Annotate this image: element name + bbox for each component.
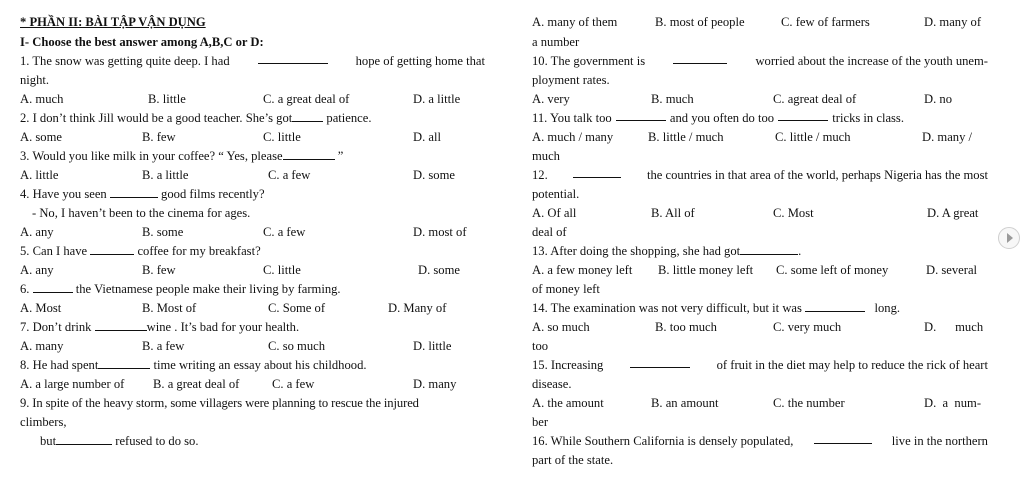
- option-a[interactable]: A. many: [20, 339, 64, 353]
- option-b[interactable]: B. Most of: [142, 301, 197, 315]
- question-9-end: but refused to do so.: [40, 434, 199, 448]
- option-d[interactable]: D. much: [924, 320, 984, 334]
- option-b[interactable]: B. little: [148, 92, 186, 106]
- answer-blank[interactable]: [95, 319, 147, 331]
- options-9: [532, 13, 988, 32]
- option-d[interactable]: D. some: [413, 168, 455, 182]
- options-12-cont: deal of: [532, 225, 567, 239]
- option-c[interactable]: C. so much: [268, 339, 326, 353]
- answer-blank[interactable]: [56, 433, 112, 445]
- options-8: [20, 375, 485, 394]
- question-9: 9. In spite of the heavy storm, some villagers were planning to rescue the injured: [20, 396, 419, 410]
- options-7: [20, 337, 485, 356]
- option-b[interactable]: B. much: [651, 92, 694, 106]
- option-d[interactable]: D. some: [418, 263, 460, 277]
- question-8: 8. He had spent time writing an essay about his childhood.: [20, 358, 367, 372]
- options-13: [532, 261, 988, 280]
- option-a[interactable]: A. much: [20, 92, 64, 106]
- option-c[interactable]: C. a great deal of: [263, 92, 350, 106]
- question-6: 6. the Vietnamese people make their living by farming.: [20, 282, 341, 296]
- options-14-cont: too: [532, 339, 549, 353]
- option-a[interactable]: A. some: [20, 130, 62, 144]
- option-d[interactable]: D. most of: [413, 225, 467, 239]
- option-a[interactable]: A. many of them: [532, 15, 618, 29]
- next-arrow-icon[interactable]: [998, 227, 1020, 249]
- answer-blank[interactable]: [110, 186, 158, 198]
- option-c[interactable]: C. little / much: [775, 130, 851, 144]
- option-d[interactable]: D. all: [413, 130, 441, 144]
- option-b[interactable]: B. too much: [655, 320, 717, 334]
- option-b[interactable]: B. little money left: [658, 263, 754, 277]
- answer-blank[interactable]: [90, 243, 134, 255]
- question-2: 2. I don’t think Jill would be a good teacher. She’s got patience.: [20, 111, 372, 125]
- question-1-cont: night.: [20, 73, 50, 87]
- option-d[interactable]: D. many of: [924, 15, 982, 29]
- question-15-cont: disease.: [532, 377, 572, 391]
- question-5: 5. Can I have coffee for my breakfast?: [20, 244, 261, 258]
- option-d[interactable]: D. Many of: [388, 301, 447, 315]
- question-15: 15. Increasing of fruit in the diet may help to reduce the rick of heart: [532, 358, 988, 372]
- option-d[interactable]: D. a little: [413, 92, 461, 106]
- option-a[interactable]: A. any: [20, 263, 54, 277]
- option-d[interactable]: D. little: [413, 339, 452, 353]
- option-c[interactable]: C. agreat deal of: [773, 92, 857, 106]
- option-d[interactable]: D. many: [413, 377, 457, 391]
- options-11: [532, 128, 988, 147]
- answer-blank[interactable]: [616, 109, 666, 121]
- option-b[interactable]: B. some: [142, 225, 184, 239]
- answer-blank[interactable]: [814, 432, 872, 444]
- option-c[interactable]: C. little: [263, 263, 301, 277]
- options-14: [532, 318, 988, 337]
- option-b[interactable]: B. All of: [651, 206, 695, 220]
- question-16: 16. While Southern California is densely populated, live in the northern: [532, 434, 988, 448]
- answer-blank[interactable]: [573, 166, 621, 178]
- question-3: 3. Would you like milk in your coffee? “ Yes, please ”: [20, 149, 344, 163]
- option-d[interactable]: D. several: [926, 263, 978, 277]
- question-4: 4. Have you seen good films recently?: [20, 187, 265, 201]
- answer-blank[interactable]: [630, 356, 690, 368]
- options-9-cont: a number: [532, 35, 580, 49]
- option-a[interactable]: A. any: [20, 225, 54, 239]
- option-b[interactable]: B. a great deal of: [153, 377, 240, 391]
- option-c[interactable]: C. little: [263, 130, 301, 144]
- option-b[interactable]: B. a few: [142, 339, 185, 353]
- option-c[interactable]: C. Some of: [268, 301, 326, 315]
- question-7: 7. Don’t drink wine . It’s bad for your health.: [20, 320, 300, 334]
- options-4: [20, 223, 485, 242]
- answer-blank[interactable]: [258, 52, 328, 64]
- option-c[interactable]: C. few of farmers: [781, 15, 870, 29]
- option-d[interactable]: D. a num-: [924, 396, 982, 410]
- question-14: 14. The examination was not very difficult, but it was long.: [532, 301, 901, 315]
- question-1: 1. The snow was getting quite deep. I had hope of getting home that: [20, 54, 485, 68]
- option-a[interactable]: A. little: [20, 168, 59, 182]
- option-c[interactable]: C. the number: [773, 396, 845, 410]
- option-b[interactable]: B. few: [142, 130, 176, 144]
- option-a[interactable]: A. much / many: [532, 130, 614, 144]
- question-10: 10. The government is worried about the increase of the youth unem-: [532, 54, 988, 68]
- question-13: 13. After doing the shopping, she had got .: [532, 244, 802, 258]
- option-a[interactable]: A. Of all: [532, 206, 577, 220]
- question-12-cont: potential.: [532, 187, 580, 201]
- option-a[interactable]: A. Most: [20, 301, 62, 315]
- question-4-reply: - No, I haven’t been to the cinema for ages.: [32, 206, 251, 220]
- options-13-cont: of money left: [532, 282, 600, 296]
- option-d[interactable]: D. many /: [922, 130, 973, 144]
- answer-blank[interactable]: [778, 109, 828, 121]
- question-16-cont: part of the state.: [532, 453, 614, 467]
- options-15: [532, 394, 988, 413]
- answer-blank[interactable]: [98, 357, 150, 369]
- answer-blank[interactable]: [33, 281, 73, 293]
- options-15-cont: ber: [532, 415, 549, 429]
- instruction: I- Choose the best answer among A,B,C or D:: [20, 35, 264, 49]
- option-c[interactable]: C. very much: [773, 320, 842, 334]
- option-b[interactable]: B. a little: [142, 168, 189, 182]
- option-b[interactable]: B. most of people: [655, 15, 745, 29]
- option-c[interactable]: C. Most: [773, 206, 814, 220]
- option-d[interactable]: D. A great: [927, 206, 979, 220]
- options-12: [532, 204, 988, 223]
- question-9-cont: climbers,: [20, 415, 67, 429]
- options-10: [532, 90, 988, 109]
- option-a[interactable]: A. so much: [532, 320, 590, 334]
- option-c[interactable]: C. a few: [272, 377, 315, 391]
- option-c[interactable]: C. a few: [268, 168, 311, 182]
- question-11: 11. You talk too and you often do too tricks in class.: [532, 111, 904, 125]
- answer-blank[interactable]: [283, 148, 335, 160]
- options-3: [20, 166, 485, 185]
- option-b[interactable]: B. an amount: [651, 396, 719, 410]
- option-d[interactable]: D. no: [924, 92, 952, 106]
- options-11-cont: much: [532, 149, 560, 163]
- option-a[interactable]: A. the amount: [532, 396, 604, 410]
- options-2: [20, 128, 485, 147]
- option-a[interactable]: A. a large number of: [20, 377, 125, 391]
- answer-blank[interactable]: [673, 52, 727, 64]
- section-title: * PHẦN II: BÀI TẬP VẬN DỤNG: [20, 15, 206, 29]
- option-b[interactable]: B. few: [142, 263, 176, 277]
- question-10-cont: ployment rates.: [532, 73, 610, 87]
- option-a[interactable]: A. very: [532, 92, 570, 106]
- answer-blank[interactable]: [292, 110, 323, 122]
- options-1: [20, 90, 485, 109]
- option-c[interactable]: C. some left of money: [776, 263, 889, 277]
- question-12: 12. the countries in that area of the world, perhaps Nigeria has the most: [532, 168, 988, 182]
- answer-blank[interactable]: [740, 243, 798, 255]
- option-c[interactable]: C. a few: [263, 225, 306, 239]
- options-5: [20, 261, 485, 280]
- option-b[interactable]: B. little / much: [648, 130, 724, 144]
- answer-blank[interactable]: [805, 300, 865, 312]
- option-a[interactable]: A. a few money left: [532, 263, 633, 277]
- options-6: [20, 299, 485, 318]
